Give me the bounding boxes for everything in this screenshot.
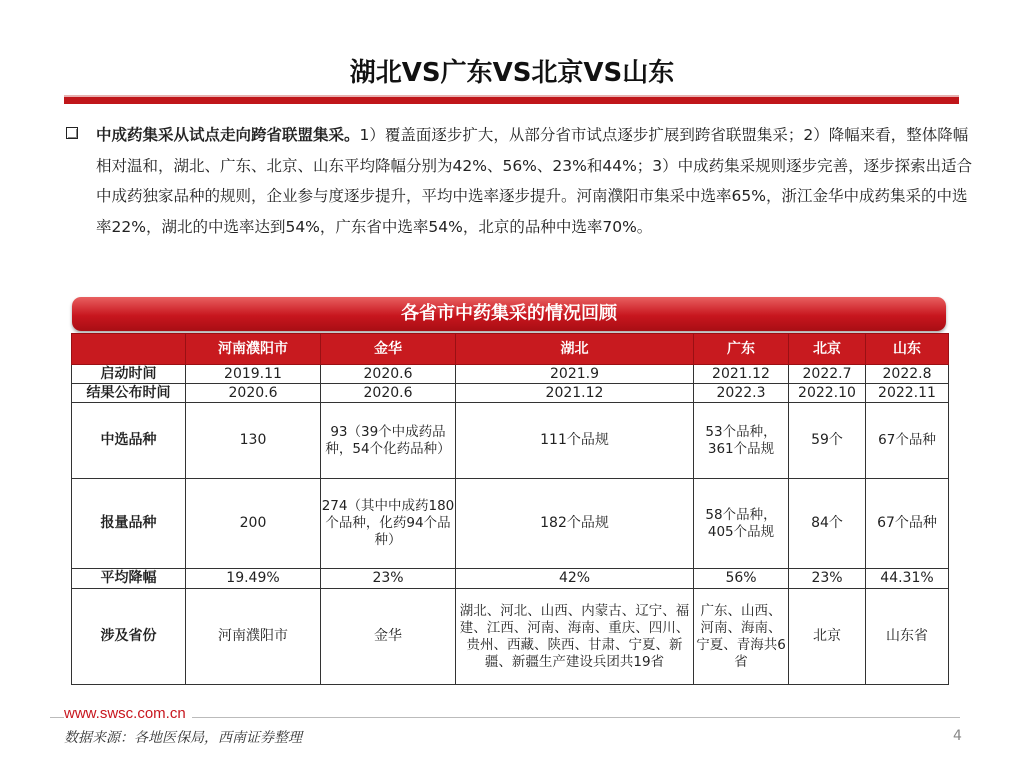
title-divider bbox=[64, 95, 959, 104]
website-link[interactable]: www.swsc.com.cn bbox=[64, 705, 192, 722]
page-number: 4 bbox=[953, 728, 962, 744]
table-cell: 23% bbox=[789, 569, 866, 589]
table-cell: 44.31% bbox=[866, 569, 949, 589]
row-label-provinces: 涉及省份 bbox=[72, 589, 186, 685]
table-cell: 93（39个中成药品种，54个化药品种） bbox=[321, 403, 456, 479]
table-cell: 2020.6 bbox=[321, 365, 456, 384]
table-cell: 182个品规 bbox=[456, 479, 694, 569]
table-cell: 84个 bbox=[789, 479, 866, 569]
table-cell: 2022.10 bbox=[789, 384, 866, 403]
header-shandong: 山东 bbox=[866, 334, 949, 365]
table-cell: 59个 bbox=[789, 403, 866, 479]
table-cell: 广东、山西、河南、海南、宁夏、青海共6省 bbox=[694, 589, 789, 685]
table-cell: 274（其中中成药180个品种，化药94个品种） bbox=[321, 479, 456, 569]
table-cell: 67个品种 bbox=[866, 403, 949, 479]
row-label-reported-varieties: 报量品种 bbox=[72, 479, 186, 569]
header-guangdong: 广东 bbox=[694, 334, 789, 365]
table-cell: 河南濮阳市 bbox=[186, 589, 321, 685]
table-cell: 2021.12 bbox=[694, 365, 789, 384]
table-banner: 各省市中药集采的情况回顾 bbox=[72, 297, 946, 331]
table-cell: 58个品种，405个品规 bbox=[694, 479, 789, 569]
table-row bbox=[72, 365, 949, 384]
table-cell: 北京 bbox=[789, 589, 866, 685]
table-header-row bbox=[72, 334, 949, 365]
checkbox-bullet-icon bbox=[66, 127, 78, 139]
table-cell: 湖北、河北、山西、内蒙古、辽宁、福建、江西、河南、海南、重庆、四川、贵州、西藏、陕西、甘肃、宁夏、新疆、新疆生产建设兵团共19省 bbox=[456, 589, 694, 685]
table-cell: 2020.6 bbox=[186, 384, 321, 403]
table-row bbox=[72, 569, 949, 589]
table-row bbox=[72, 384, 949, 403]
header-beijing: 北京 bbox=[789, 334, 866, 365]
table-cell: 42% bbox=[456, 569, 694, 589]
table-row bbox=[72, 403, 949, 479]
data-source-note: 数据来源：各地医保局，西南证券整理 bbox=[64, 730, 302, 746]
header-hubei: 湖北 bbox=[456, 334, 694, 365]
table-cell: 2019.11 bbox=[186, 365, 321, 384]
table-cell: 23% bbox=[321, 569, 456, 589]
intro-paragraph bbox=[96, 120, 976, 242]
table-cell: 2022.3 bbox=[694, 384, 789, 403]
table-row bbox=[72, 589, 949, 685]
table-cell: 2022.8 bbox=[866, 365, 949, 384]
row-label-result-time: 结果公布时间 bbox=[72, 384, 186, 403]
row-label-selected-varieties: 中选品种 bbox=[72, 403, 186, 479]
table-cell: 2022.7 bbox=[789, 365, 866, 384]
header-jinhua: 金华 bbox=[321, 334, 456, 365]
table-cell: 111个品规 bbox=[456, 403, 694, 479]
table-cell: 67个品种 bbox=[866, 479, 949, 569]
table-cell: 2021.9 bbox=[456, 365, 694, 384]
table-cell: 金华 bbox=[321, 589, 456, 685]
procurement-table bbox=[71, 333, 949, 685]
table-cell: 2022.11 bbox=[866, 384, 949, 403]
table-row bbox=[72, 479, 949, 569]
table-cell: 56% bbox=[694, 569, 789, 589]
page-title: 湖北VS广东VS北京VS山东 bbox=[349, 58, 675, 88]
table-cell: 山东省 bbox=[866, 589, 949, 685]
table-cell: 2020.6 bbox=[321, 384, 456, 403]
table-cell: 130 bbox=[186, 403, 321, 479]
header-henan-puyang: 河南濮阳市 bbox=[186, 334, 321, 365]
row-label-start-time: 启动时间 bbox=[72, 365, 186, 384]
intro-lead: 中成药集采从试点走向跨省联盟集采。 bbox=[96, 126, 360, 144]
table-cell: 2021.12 bbox=[456, 384, 694, 403]
intro-body: 1）覆盖面逐步扩大，从部分省市试点逐步扩展到跨省联盟集采；2）降幅来看，整体降幅相对温和，湖北、广东、北京、山东平均降幅分别为42%、56%、23%和44%；3）中成药集采规则逐步完善，逐步探索出适合中成药独家品种的规则，企业参与度逐步提升，平均中选率逐步提升。河南濮阳市集采中选率65%，浙江金华中成药集采的中选率22%，湖北的中选率达到54%，广东省中选率54%，北京的品种中选率70%。 bbox=[96, 126, 973, 236]
table-cell: 200 bbox=[186, 479, 321, 569]
row-label-avg-decline: 平均降幅 bbox=[72, 569, 186, 589]
table-cell: 53个品种，361个品规 bbox=[694, 403, 789, 479]
header-corner bbox=[72, 334, 186, 365]
table-cell: 19.49% bbox=[186, 569, 321, 589]
